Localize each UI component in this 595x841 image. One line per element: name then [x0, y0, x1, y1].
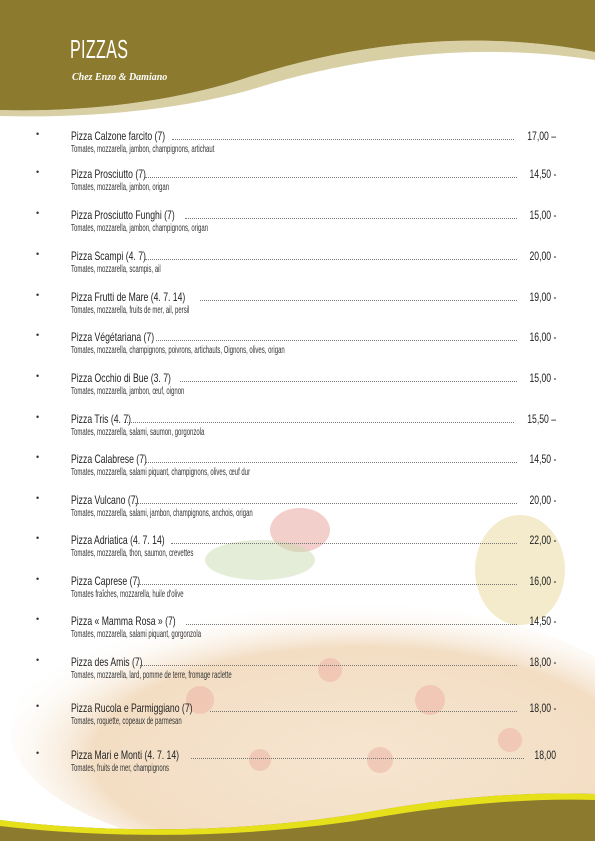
item-description: Tomates fraîches, mozzarella, huile d'olive — [71, 589, 184, 600]
item-name: Pizza Caprese (7) — [71, 574, 141, 588]
item-price: 16,00 - — [529, 574, 556, 588]
item-price: 22,00 - — [529, 533, 556, 547]
item-description: Tomates, mozzarella, champignons, poivrons, artichauts, Oignons, olives, origan — [71, 345, 285, 356]
item-name: Pizza Végétariana (7) — [71, 330, 155, 344]
bullet-icon: • — [36, 748, 40, 758]
item-name: Pizza Calzone farcito (7) — [71, 129, 166, 143]
item-description: Tomates, mozzarella, jambon, champignons, origan — [71, 223, 209, 234]
item-description: Tomates, mozzarella, jambon, champignons, artichaut — [71, 144, 215, 155]
bullet-icon: • — [36, 249, 40, 259]
bullet-icon: • — [36, 371, 40, 381]
item-price: 15,00 - — [529, 208, 556, 222]
item-description: Tomates, roquette, copeaux de parmesan — [71, 716, 182, 727]
item-name: Pizza Scampi (4. 7) — [71, 249, 146, 263]
item-price: 18,00 - — [529, 701, 556, 715]
bullet-icon: • — [36, 167, 40, 177]
item-description: Tomates, mozzarella, salami, saumon, gorgonzola — [71, 427, 205, 438]
item-price: 15,50 – — [527, 412, 556, 426]
item-price: 14,50 - — [529, 167, 556, 181]
item-name: Pizza Mari e Monti (4. 7. 14) — [71, 748, 180, 762]
item-price: 18,00 - — [529, 655, 556, 669]
bullet-icon: • — [36, 574, 40, 584]
item-description: Tomates, mozzarella, lard, pomme de terre, fromage raclette — [71, 670, 232, 681]
bullet-icon: • — [36, 129, 40, 139]
restaurant-name: Chez Enzo & Damiano — [72, 72, 168, 83]
item-description: Tomates, mozzarella, fruits de mer, ail, persil — [71, 305, 190, 316]
item-description: Tomates, mozzarella, thon, saumon, crevettes — [71, 548, 194, 559]
item-description: Tomates, mozzarella, jambon, origan — [71, 182, 170, 193]
bullet-icon: • — [36, 533, 40, 543]
item-description: Tomates, mozzarella, jambon, œuf, oignon — [71, 386, 185, 397]
item-price: 17,00 – — [527, 129, 556, 143]
item-price: 19,00 - — [529, 290, 556, 304]
item-name: Pizza Rucola e Parmiggiano (7) — [71, 701, 193, 715]
item-description: Tomates, mozzarella, salami, jambon, champignons, anchois, origan — [71, 508, 253, 519]
item-price: 14,50 - — [529, 452, 556, 466]
item-name: Pizza Prosciutto (7) — [71, 167, 146, 181]
bullet-icon: • — [36, 452, 40, 462]
item-price: 20,00 - — [529, 493, 556, 507]
page-title: PIZZAS — [70, 34, 129, 64]
bullet-icon: • — [36, 701, 40, 711]
bullet-icon: • — [36, 412, 40, 422]
item-description: Tomates, mozzarella, scampis, ail — [71, 264, 161, 275]
item-description: Tomates, mozzarella, salami piquant, gorgonzola — [71, 629, 202, 640]
item-name: Pizza Occhio di Bue (3. 7) — [71, 371, 171, 385]
bullet-icon: • — [36, 614, 40, 624]
item-price: 14,50 - — [529, 614, 556, 628]
bullet-icon: • — [36, 655, 40, 665]
item-name: Pizza Frutti de Mare (4. 7. 14) — [71, 290, 186, 304]
item-name: Pizza Calabrese (7) — [71, 452, 147, 466]
item-description: Tomates, fruits de mer, champignons — [71, 763, 170, 774]
bullet-icon: • — [36, 330, 40, 340]
item-price: 16,00 - — [529, 330, 556, 344]
item-name: Pizza « Mamma Rosa » (7) — [71, 614, 176, 628]
item-description: Tomates, mozzarella, salami piquant, champignons, olives, œuf dur — [71, 467, 251, 478]
bullet-icon: • — [36, 493, 40, 503]
item-name: Pizza Vulcano (7) — [71, 493, 139, 507]
item-name: Pizza Prosciutto Funghi (7) — [71, 208, 175, 222]
item-price: 15,00 - — [529, 371, 556, 385]
item-name: Pizza Tris (4. 7) — [71, 412, 132, 426]
bullet-icon: • — [36, 290, 40, 300]
item-price: 20,00 - — [529, 249, 556, 263]
item-name: Pizza Adriatica (4. 7. 14) — [71, 533, 165, 547]
item-price: 18,00 — [534, 748, 556, 762]
item-name: Pizza des Amis (7) — [71, 655, 143, 669]
bullet-icon: • — [36, 208, 40, 218]
